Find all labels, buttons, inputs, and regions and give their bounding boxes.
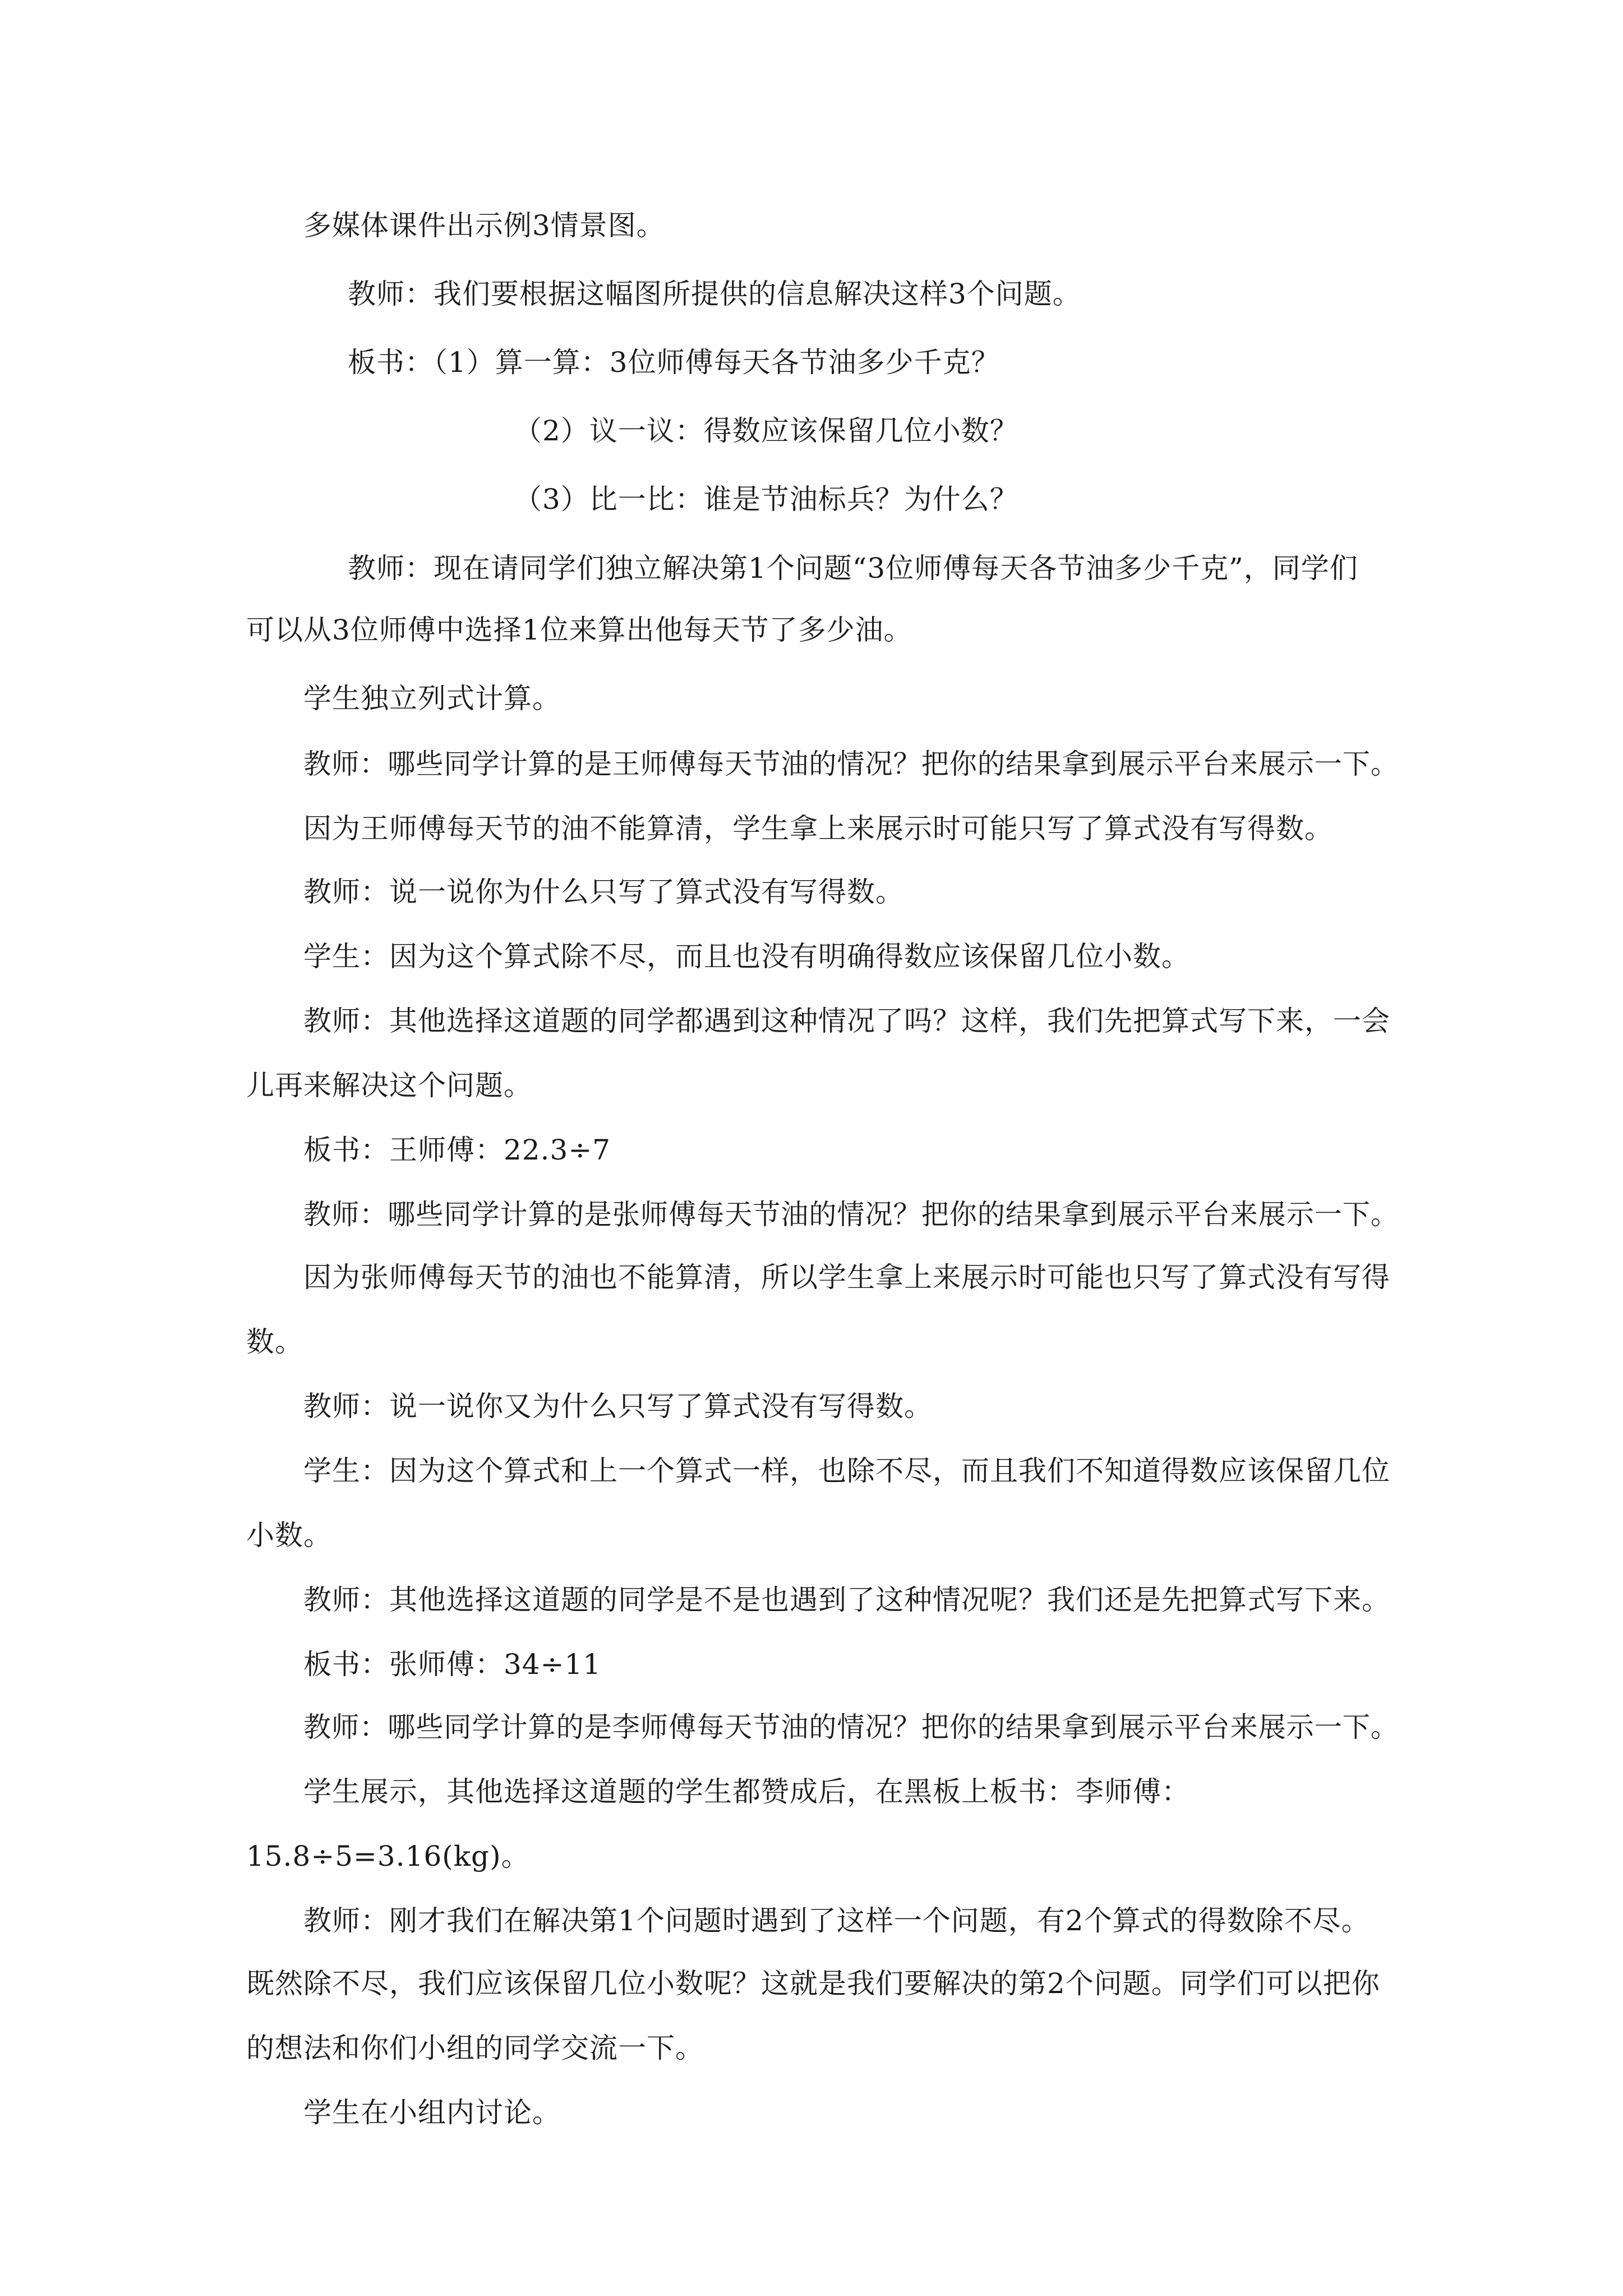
text-line: 学生展示，其他选择这道题的学生都赞成后，在黑板上板书：李师傅： xyxy=(303,1775,1190,1808)
text-line: （2）议一议：得数应该保留几位小数？ xyxy=(514,415,1018,447)
text-line: 教师：我们要根据这幅图所提供的信息解决这样3个问题。 xyxy=(348,278,1081,310)
text-line: 教师：其他选择这道题的同学是不是也遇到了这种情况呢？我们还是先把算式写下来。 xyxy=(303,1584,1390,1616)
text-line: 多媒体课件出示例3情景图。 xyxy=(303,209,665,242)
text-line: 学生独立列式计算。 xyxy=(303,682,561,715)
text-line: 教师：其他选择这道题的同学都遇到这种情况了吗？这样，我们先把算式写下来，一会 xyxy=(303,1005,1390,1037)
text-line: 学生：因为这个算式和上一个算式一样，也除不尽，而且我们不知道得数应该保留几位 xyxy=(303,1455,1390,1487)
text-line: 15.8÷5=3.16(kg)。 xyxy=(246,1840,530,1872)
text-line: 因为王师傅每天节的油不能算清，学生拿上来展示时可能只写了算式没有写得数。 xyxy=(303,812,1333,845)
text-line: 教师：哪些同学计算的是李师傅每天节油的情况？把你的结果拿到展示平台来展示一下。 xyxy=(303,1711,1399,1743)
text-line: 板书：张师傅：34÷11 xyxy=(303,1648,602,1681)
text-line: 学生在小组内讨论。 xyxy=(303,2096,561,2129)
text-line: 因为张师傅每天节的油也不能算清，所以学生拿上来展示时可能也只写了算式没有写得 xyxy=(303,1261,1390,1294)
text-line: 教师：刚才我们在解决第1个问题时遇到了这样一个问题，有2个算式的得数除不尽。 xyxy=(303,1904,1370,1937)
text-line: 教师：哪些同学计算的是张师傅每天节油的情况？把你的结果拿到展示平台来展示一下。 xyxy=(303,1198,1399,1231)
text-line: 小数。 xyxy=(246,1519,332,1552)
text-line: 板书：（1）算一算：3位师傅每天各节油多少千克？ xyxy=(348,346,1000,379)
text-line: 教师：哪些同学计算的是王师傅每天节油的情况？把你的结果拿到展示平台来展示一下。 xyxy=(303,748,1399,780)
text-line: 的想法和你们小组的同学交流一下。 xyxy=(246,2032,704,2064)
text-line: （3）比一比：谁是节油标兵？为什么？ xyxy=(514,483,1018,516)
text-line: 儿再来解决这个问题。 xyxy=(246,1069,532,1102)
text-line: 数。 xyxy=(246,1326,303,1358)
text-line: 教师：说一说你为什么只写了算式没有写得数。 xyxy=(303,876,904,908)
text-line: 既然除不尽，我们应该保留几位小数呢？这就是我们要解决的第2个问题。同学们可以把你 xyxy=(246,1967,1380,2000)
text-line: 学生：因为这个算式除不尽，而且也没有明确得数应该保留几位小数。 xyxy=(303,940,1190,973)
text-line: 教师：现在请同学们独立解决第1个问题“3位师傅每天各节油多少千克”，同学们 xyxy=(348,552,1358,585)
text-line: 可以从3位师傅中选择1位来算出他每天节了多少油。 xyxy=(246,614,912,646)
text-line: 教师：说一说你又为什么只写了算式没有写得数。 xyxy=(303,1390,933,1423)
text-line: 板书：王师傅：22.3÷7 xyxy=(303,1134,611,1166)
